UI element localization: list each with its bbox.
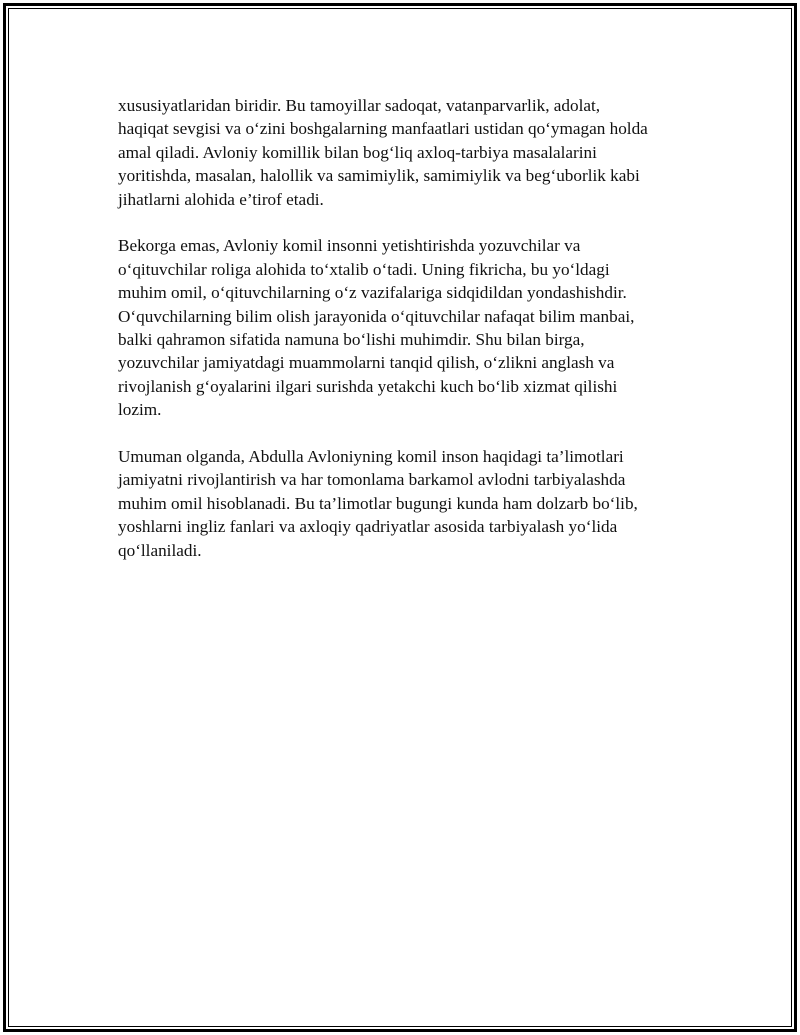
paragraph: Bekorga emas, Avloniy komil insonni yetishtirishda yozuvchilar va o‘qituvchilar roliga alohida to‘xtalib o‘tadi. Uning fikricha, bu yo‘ldagi muhim omil, o‘qituvchilarning o‘z vazifalariga sidqidildan yondashishdir. O‘quvchilarning bilim olish jarayonida o‘qituvchilar nafaqat bilim manbai, balki qahramon sifatida namuna bo‘lishi muhimdir. Shu bilan birga, yozuvchilar jamiyatdagi muammolarni tanqid qilish, o‘zlikni anglash va rivojlanish g‘oyalarini ilgari surishda yetakchi kuch bo‘lib xizmat qilishi lozim.	[118, 236, 635, 420]
paragraph: Umuman olganda, Abdulla Avloniyning komil inson haqidagi ta’limotlari jamiyatni rivojlantirish va har tomonlama barkamol avlodni tarbiyalashda muhim omil hisoblanadi. Bu ta’limotlar bugungi kunda ham dolzarb bo‘lib, yoshlarni ingliz fanlari va axloqiy qadriyatlar asosida tarbiyalash yo‘lida qo‘llaniladi.	[118, 447, 638, 560]
document-body	[118, 94, 693, 585]
paragraph: xususiyatlaridan biridir. Bu tamoyillar sadoqat, vatanparvarlik, adolat, haqiqat sevgisi va o‘zini boshgalarning manfaatlari ustidan qo‘ymagan holda amal qiladi. Avloniy komillik bilan bog‘liq axloq-tarbiya masalalarini yoritishda, masalan, halollik va samimiylik, samimiylik va beg‘uborlik kabi jihatlarni alohida e’tirof etadi.	[118, 96, 648, 209]
